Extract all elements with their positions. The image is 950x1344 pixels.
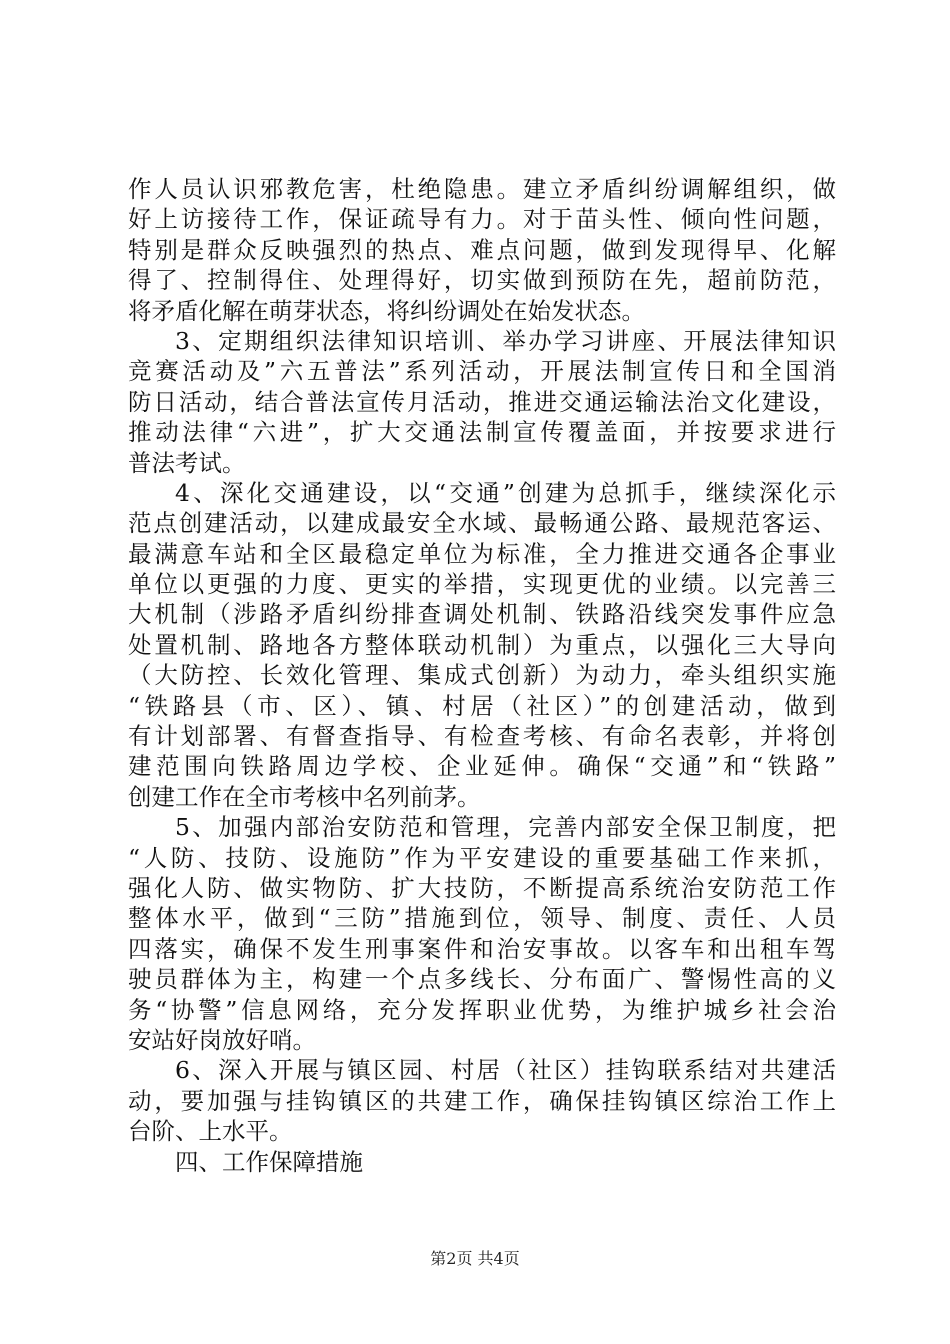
text-line: （大防控、长效化管理、集成式创新）为动力，牵头组织实施: [128, 661, 836, 690]
text-line: 驶员群体为主，构建一个点多线长、分布面广、警惕性高的义: [128, 965, 836, 994]
text-line: 防日活动，结合普法宣传月活动，推进交通运输法治文化建设，: [128, 387, 836, 416]
text-line: 最满意车站和全区最稳定单位为标准，全力推进交通各企事业: [128, 539, 836, 568]
text-line: 创建工作在全市考核中名列前茅。: [128, 782, 481, 811]
paragraph-1: [128, 174, 836, 326]
text-line: 建范围向铁路周边学校、企业延伸。确保“交通”和“铁路”: [128, 752, 836, 781]
page-footer: 第2页 共4页: [430, 1249, 520, 1268]
text-line: 6、深入开展与镇区园、村居（社区）挂钩联系结对共建活: [175, 1056, 836, 1085]
text-line: “人防、技防、设施防”作为平安建设的重要基础工作来抓，: [128, 843, 836, 872]
section-heading: 四、工作保障措施: [175, 1147, 363, 1176]
text-line: 大机制（涉路矛盾纠纷排查调处机制、铁路沿线突发事件应急: [128, 600, 836, 629]
text-line: 得了、控制得住、处理得好，切实做到预防在先，超前防范，: [128, 266, 836, 295]
text-line: 特别是群众反映强烈的热点、难点问题，做到发现得早、化解: [128, 235, 836, 264]
text-line: 4、深化交通建设，以“交通”创建为总抓手，继续深化示: [175, 478, 836, 507]
text-line: 安站好岗放好哨。: [128, 1025, 316, 1054]
text-line: 5、加强内部治安防范和管理，完善内部安全保卫制度，把: [175, 813, 836, 842]
paragraph-3: [128, 478, 836, 812]
paragraph-4: [128, 812, 836, 1055]
text-line: 作人员认识邪教危害，杜绝隐患。建立矛盾纠纷调解组织，做: [128, 175, 836, 203]
text-line: 范点创建活动，以建成最安全水域、最畅通公路、最规范客运、: [128, 509, 836, 538]
text-line: 整体水平，做到“三防”措施到位，领导、制度、责任、人员: [128, 904, 836, 933]
paragraph-2: [128, 326, 836, 478]
text-line: 有计划部署、有督查指导、有检查考核、有命名表彰，并将创: [128, 722, 836, 751]
text-line: 务“协警”信息网络，充分发挥职业优势，为维护城乡社会治: [128, 995, 836, 1024]
text-line: 强化人防、做实物防、扩大技防，不断提高系统治安防范工作: [128, 873, 836, 902]
text-line: 单位以更强的力度、更实的举措，实现更优的业绩。以完善三: [128, 570, 836, 599]
text-line: 好上访接待工作，保证疏导有力。对于苗头性、倾向性问题，: [128, 205, 836, 234]
text-line: 台阶、上水平。: [128, 1117, 293, 1146]
text-line: “铁路县（市、区）、镇、村居（社区）”的创建活动，做到: [128, 691, 836, 720]
text-line: 竞赛活动及”六五普法”系列活动，开展法制宣传日和全国消: [128, 357, 836, 386]
paragraph-5: [128, 1055, 836, 1146]
document-body: [128, 174, 836, 1177]
text-line: 处置机制、路地各方整体联动机制）为重点，以强化三大导向: [128, 630, 836, 659]
text-line: 四落实，确保不发生刑事案件和治安事故。以客车和出租车驾: [128, 934, 836, 963]
text-line: 将矛盾化解在萌芽状态，将纠纷调处在始发状态。: [128, 296, 645, 325]
text-line: 推动法律“六进”，扩大交通法制宣传覆盖面，并按要求进行: [128, 418, 836, 447]
text-line: 动，要加强与挂钩镇区的共建工作，确保挂钩镇区综治工作上: [128, 1086, 836, 1115]
text-line: 3、定期组织法律知识培训、举办学习讲座、开展法律知识: [175, 326, 836, 355]
text-line: 普法考试。: [128, 448, 246, 477]
